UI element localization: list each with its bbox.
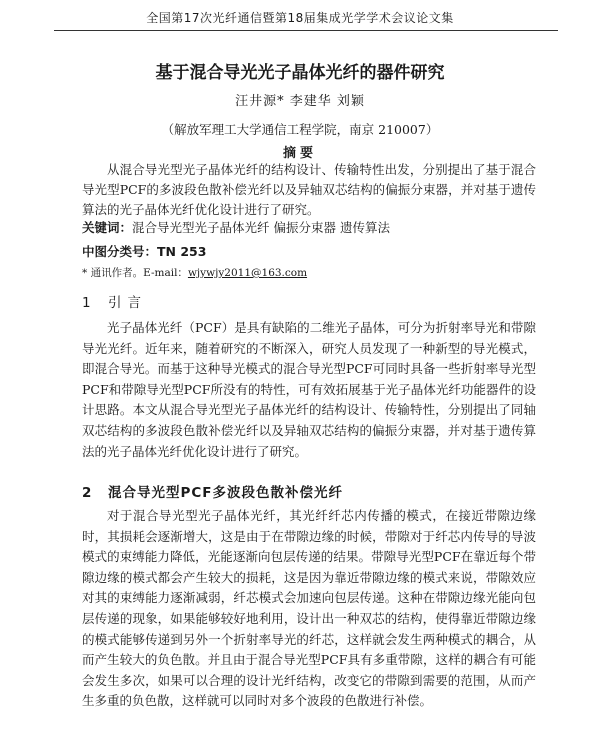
footnote: [82, 265, 307, 280]
clc-number: [82, 242, 206, 260]
section-1-heading: [82, 291, 147, 311]
footnote-label: 通讯作者。E-mail：: [90, 267, 188, 279]
authors: 汪井源* 李建华 刘颖: [235, 94, 365, 109]
section-1-number: 1: [82, 295, 91, 311]
footnote-email[interactable]: wjywjy2011@163.com: [187, 267, 308, 279]
abstract-heading: 摘要: [282, 146, 317, 161]
clc-value: TN 253: [157, 244, 207, 259]
section-1-body: 光子晶体光纤（PCF）是具有缺陷的二维光子晶体，可分为折射率导光和带隙导光光纤。近年来，随着研究的不断深入，研究人员发现了一种新型的导光模式，即混合导光。而基于这种导光模式的混合导光型PCF可同时具备一些折射率导光型PCF和带隙导光型PCF所没有的特性，可有效拓展基于光子晶体光纤功能器件的设计思路。本文从混合导光型光子晶体光纤的结构设计、传输特性，分别提出了同轴双芯结构的多波段色散补偿光纤以及异轴双芯结构的偏振分束器，并对基于遗传算法的光子晶体光纤优化设计进行了研究。: [82, 320, 536, 459]
paper-title: 基于混合导光光子晶体光纤的器件研究: [155, 63, 445, 83]
abstract-body: 从混合导光型光子晶体光纤的结构设计、传输特性出发，分别提出了基于混合导光型PCF的多波段色散补偿光纤以及异轴双芯结构的偏振分束器，并对基于遗传算法的光子晶体光纤优化设计进行了研究。: [82, 162, 536, 217]
keywords-value: 混合导光型光子晶体光纤 偏振分束器 遗传算法: [132, 220, 390, 235]
keywords-label: 关键词：: [82, 220, 133, 235]
header-rule: [54, 30, 558, 31]
section-2-heading: [82, 481, 343, 501]
clc-label: 中图分类号：: [82, 244, 158, 259]
section-2-title: 混合导光型PCF多波段色散补偿光纤: [108, 485, 344, 501]
section-2-body: 对于混合导光型光子晶体光纤，其光纤纤芯内传播的模式，在接近带隙边缘时，其损耗会逐渐增大，这是由于在带隙边缘的时候，带隙对于纤芯内传导的导波模式的束缚能力降低，光能逐渐向包层传递的结果。带隙导光型PCF在靠近每个带隙边缘的模式都会产生较大的损耗，这是因为靠近带隙边缘的模式来说，带隙效应对其的束缚能力逐渐减弱，纤芯模式会加速向包层传递。这种在带隙边缘光能向包层传递的现象，如果能够较好地利用，设计出一种双芯的结构，使得靠近带隙边缘的模式能够传递到另外一个折射率导光的纤芯，这样就会发生两种模式的耦合，从而产生较大的负色散。并且由于混合导光型PCF具有多重带隙，这样的耦合有可能会发生多次，如果可以合理的设计光纤结构，改变它的带隙到需要的范围，从而产生多重的负色散，这样就可以同时对多个波段的色散进行补偿。: [82, 508, 536, 709]
affiliation: （解放军理工大学通信工程学院，南京 210007）: [161, 122, 439, 137]
running-header: 全国第17次光纤通信暨第18届集成光学学术会议论文集: [146, 11, 454, 25]
footnote-marker: *: [82, 267, 88, 279]
section-1-title: 引言: [108, 295, 147, 311]
keywords: [82, 218, 390, 236]
section-2-number: 2: [82, 485, 93, 501]
